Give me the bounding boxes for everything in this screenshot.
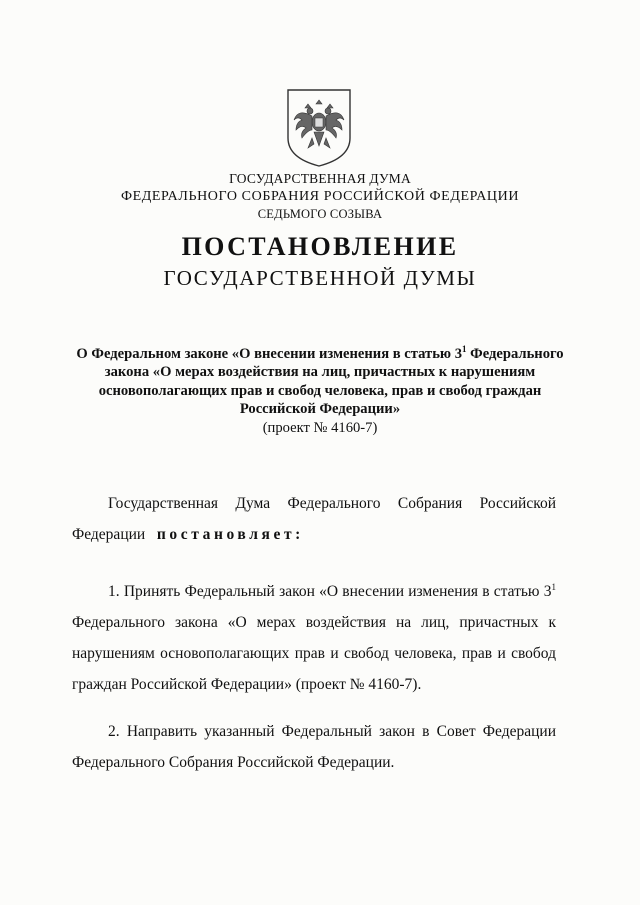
header-federal-assembly: ФЕДЕРАЛЬНОГО СОБРАНИЯ РОССИЙСКОЙ ФЕДЕРАЦИИ [120, 189, 520, 204]
law-title [70, 345, 570, 437]
item-1-paragraph [72, 576, 556, 700]
item-2-paragraph: 2. Направить указанный Федеральный закон в Совет Федерации Федерального Собрания Российской Федерации. [72, 723, 556, 771]
law-title-part2: Федерального закона «О мерах воздействия на лиц, причастных к нарушениям основополагающих прав и свобод человека, прав и свобод граждан Российской Федерации» [98, 346, 564, 418]
intro-first-line: Государственная Дума Федерального Собрания Российской [108, 495, 556, 512]
law-project-number: (проект № 4160-7) [262, 419, 378, 436]
intro-second-word: Федерации [72, 526, 146, 543]
law-title-part1: О Федеральном законе «О внесении изменения в статью 3 [76, 346, 463, 362]
law-title-superscript: 1 [462, 344, 467, 355]
item-1-part2: Федерального закона «О мерах воздействия на лиц, причастных к нарушениям основополагающих прав и свобод человека, прав и свобод граждан Российской Федерации» (проект № 4160-7). [72, 614, 556, 693]
coat-of-arms-emblem-icon [284, 86, 354, 168]
item-1-superscript: 1 [551, 581, 556, 592]
intro-paragraph [72, 488, 556, 550]
header-convocation: СЕДЬМОГО СОЗЫВА [257, 207, 383, 221]
intro-decrees: постановляет: [156, 526, 304, 543]
header-duma: ГОСУДАРСТВЕННАЯ ДУМА [229, 171, 411, 186]
document-subtitle: ГОСУДАРСТВЕННОЙ ДУМЫ [163, 266, 477, 290]
document-title: ПОСТАНОВЛЕНИЕ [181, 232, 459, 261]
item-1-part1: 1. Принять Федеральный закон «О внесении изменения в статью 3 [108, 583, 552, 600]
